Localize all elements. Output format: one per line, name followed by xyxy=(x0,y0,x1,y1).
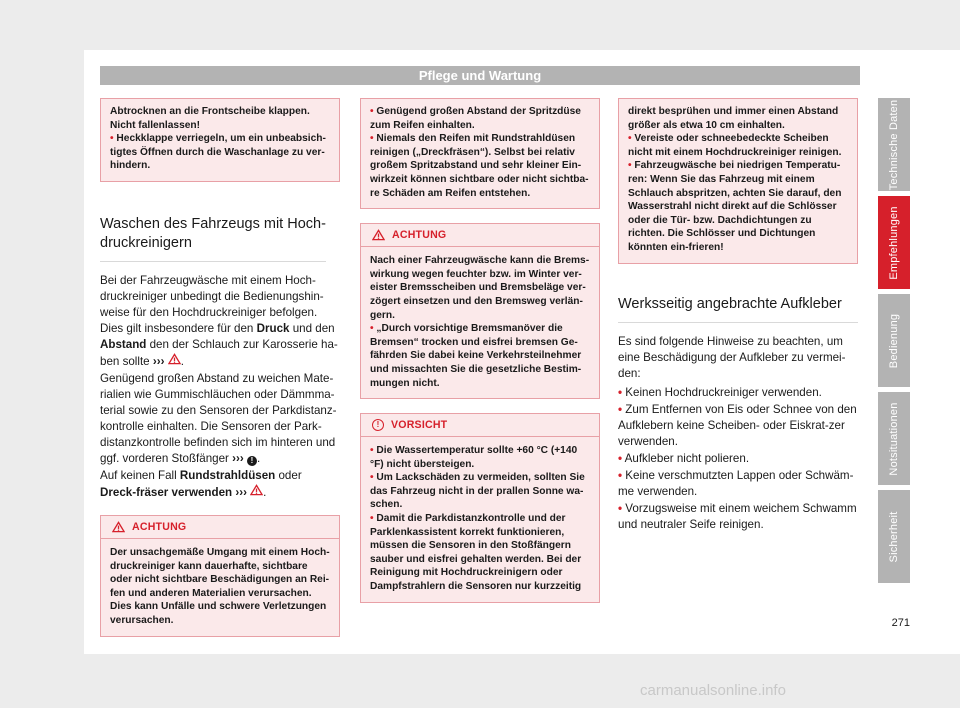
bullet-dot-icon: • xyxy=(370,513,374,525)
tab-sicherheit[interactable]: Sicherheit xyxy=(878,490,910,583)
column-2 xyxy=(360,98,600,603)
paragraph: Auf keinen Fall Rundstrahldüsen oder Dreck-fräser verwenden ››› . xyxy=(100,468,302,499)
bullet-dot-icon: • xyxy=(370,445,374,457)
note-bullet-text: Heckklappe verriegeln, um ein unbeabsich-tigtes Öffnen durch die Waschanlage zu ver-hindern. xyxy=(110,133,326,172)
caution-bullet: • Fahrzeugwäsche bei niedrigen Temperatu-ren: Wenn Sie das Fahrzeug mit einem Schlauch abspritzen, achten Sie darauf, den Wasserstrahl nicht direkt auf die Schlösser oder die Tür- bzw. Dachdichtungen zu richten. Die Schlösser und Dichtungen könnten ein-frieren! xyxy=(628,160,842,253)
paragraph: Bei der Fahrzeugwäsche mit einem Hoch-druckreiniger unbedingt die Bedienungshin-weise für den Hochdruckreiniger befolgen. Dies gilt insbesondere für den Druck und den Abstand den der Schlauch zur Karosserie ha-ben sollte ››› . xyxy=(100,273,338,368)
paragraph: Es sind folgende Hinweise zu beachten, um eine Beschädigung der Aufkleber zu vermei-den: xyxy=(618,334,846,380)
section-title: Werksseitig angebrachte Aufkleber xyxy=(618,295,858,323)
bullet-dot-icon: • xyxy=(370,472,374,484)
bullet-dot-icon: • xyxy=(370,323,374,335)
bullet-dot-icon: • xyxy=(618,451,623,465)
bullet-dot-icon: • xyxy=(110,133,114,145)
note-line: Abtrocknen an die Frontscheibe klappen. xyxy=(110,106,310,117)
caution-bullet: • Um Lackschäden zu vermeiden, sollten Sie das Fahrzeug nicht in der prallen Sonne wa-schen. xyxy=(370,472,585,511)
body-text xyxy=(618,334,858,533)
caution-body xyxy=(361,437,599,602)
warning-title: ACHTUNG xyxy=(392,229,447,242)
warning-triangle-icon xyxy=(250,484,263,496)
caution-continued-text: direkt besprühen und immer einen Abstand größer als etwa 10 cm einhalten. xyxy=(628,106,839,131)
list-item: • Aufkleber nicht polieren. xyxy=(618,451,750,465)
bullet-dot-icon: • xyxy=(618,402,623,416)
tab-bedienung[interactable]: Bedienung xyxy=(878,294,910,387)
section-title: Waschen des Fahrzeugs mit Hoch-druckreinigern xyxy=(100,215,326,262)
caution-header xyxy=(361,414,599,437)
caution-title: VORSICHT xyxy=(391,419,448,432)
watermark: carmanualsonline.info xyxy=(640,682,786,699)
list-item: • Keine verschmutzten Lappen oder Schwäm-me verwenden. xyxy=(618,468,854,498)
page-header: Pflege und Wartung xyxy=(100,66,860,85)
warning-header xyxy=(361,224,599,247)
tab-technische-daten[interactable]: Technische Daten xyxy=(878,98,910,191)
bullet-dot-icon: • xyxy=(618,385,623,399)
info-circle-icon: ! xyxy=(372,419,384,431)
note-bullet: • Genügend großen Abstand der Spritzdüse zum Reifen einhalten. xyxy=(370,106,581,131)
list-item: • Vorzugsweise mit einem weichem Schwamm und neutraler Seife reinigen. xyxy=(618,501,857,531)
warning-bullet: • „Durch vorsichtige Bremsmanöver die Bremsen“ trocken und eisfrei bremsen Ge-fährden Sie dabei keine Verkehrsteilnehmer und missachten Sie die gesetzliche Bestim-mungen nicht. xyxy=(370,323,582,389)
bullet-dot-icon: • xyxy=(628,133,632,145)
warning-header xyxy=(101,516,339,539)
list-item: • Zum Entfernen von Eis oder Schnee von den Aufklebern keine Scheiben- oder Eiskrat-zer verwenden. xyxy=(618,402,857,448)
note-line: Nicht fallenlassen! xyxy=(110,119,201,131)
bullet-dot-icon: • xyxy=(628,160,632,172)
bullet-dot-icon: • xyxy=(370,133,374,145)
tab-notsituationen[interactable]: Notsituationen xyxy=(878,392,910,485)
caution-bullet: • Vereiste oder schneebedeckte Scheiben nicht mit einem Hochdruckreiniger reinigen. xyxy=(628,133,842,158)
warning-text: Nach einer Fahrzeugwäsche kann die Brems-wirkung wegen feuchter bzw. im Winter ver-eister Bremsscheiben und Bremsbeläge ver-zögert einsetzen und den Bremsweg verlän-gern. xyxy=(370,255,590,321)
warning-box xyxy=(360,223,600,399)
tab-empfehlungen[interactable]: Empfehlungen xyxy=(878,196,910,289)
caution-bullet: • Die Wassertemperatur sollte +60 °C (+140 °F) nicht übersteigen. xyxy=(370,445,578,470)
bullet-dot-icon: • xyxy=(618,468,623,482)
warning-body xyxy=(101,539,339,636)
warning-triangle-icon xyxy=(168,353,181,365)
caution-continued-box xyxy=(618,98,858,264)
column-1 xyxy=(100,98,340,637)
bullet-dot-icon: • xyxy=(618,501,623,515)
warning-triangle-icon xyxy=(112,521,125,533)
warning-title: ACHTUNG xyxy=(132,520,187,533)
bullet-dot-icon: • xyxy=(370,106,374,117)
caution-bullet: • Damit die Parkdistanzkontrolle und der Parklenkassistent korrekt funktionieren, müssen die Sensoren in den Stoßfängern sauber und eisfrei gehalten werden. Bei der Reinigung mit Hochdruckreinigern oder Dampfstrahlern die Sensoren nur kurzzeitig xyxy=(370,513,582,593)
warning-body xyxy=(361,247,599,398)
note-bullet xyxy=(110,132,330,173)
page-number: 271 xyxy=(891,617,910,629)
body-text xyxy=(100,273,340,501)
info-dot-icon: ! xyxy=(247,456,257,466)
caution-box xyxy=(360,413,600,603)
paragraph: Genügend großen Abstand zu weichen Mate-rialien wie Gummischläuchen oder Dämmma-terial sowie zu den Sensoren der Parkdistanz-kontrolle einhalten. Die Sensoren der Park-distanzkontrolle befinden sich im hinteren und ggf. vorderen Stoßfänger ››› ! . xyxy=(100,371,337,465)
warning-triangle-icon xyxy=(372,229,385,241)
warning-box xyxy=(100,515,340,637)
column-3 xyxy=(618,98,858,533)
note-box xyxy=(100,98,340,182)
note-bullet: • Niemals den Reifen mit Rundstrahldüsen reinigen („Dreckfräsen“). Selbst bei relativ großem Spritzabstand und sehr kleiner Ein-wirkzeit können sichtbare oder nicht sichtba-re Schäden am Reifen entstehen. xyxy=(370,133,589,199)
list-item: • Keinen Hochdruckreiniger verwenden. xyxy=(618,385,822,399)
note-box xyxy=(360,98,600,209)
warning-text: Der unsachgemäße Umgang mit einem Hoch-druckreiniger kann dauerhafte, sichtbare oder nicht sichtbare Beschädigungen an Rei-fen und anderen Materialien verursachen. Dies kann Unfälle und schwere Verletzungen verursachen. xyxy=(110,546,330,626)
